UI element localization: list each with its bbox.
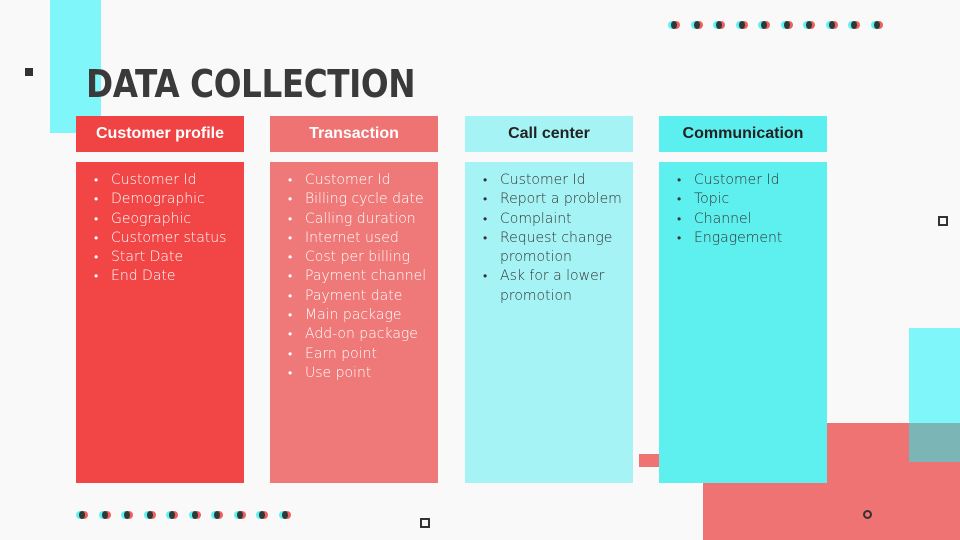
decorative-coral-chip bbox=[639, 454, 659, 467]
list-item: • Add-on package bbox=[305, 325, 430, 344]
decorative-overlap-block bbox=[909, 423, 960, 462]
column-body-customer-profile bbox=[76, 162, 244, 483]
list-item: • Main package bbox=[305, 306, 430, 325]
page-title: DATA COLLECTION bbox=[86, 62, 416, 106]
list-item: • Start Date bbox=[111, 248, 236, 267]
decorative-dot-row-bottom bbox=[76, 510, 301, 520]
list-item: • Use point bbox=[305, 364, 430, 383]
list-item: • Internet used bbox=[305, 229, 430, 248]
list-item: • Payment date bbox=[305, 287, 430, 306]
bullet-list bbox=[667, 171, 819, 248]
column-header-call-center: Call center bbox=[465, 116, 633, 152]
bullet-list bbox=[473, 171, 625, 306]
column-body-communication bbox=[659, 162, 827, 483]
list-item: • Customer status bbox=[111, 229, 236, 248]
list-item: • Ask for a lower promotion bbox=[500, 267, 625, 306]
list-item: • Payment channel bbox=[305, 267, 430, 286]
decorative-dot-row-top bbox=[668, 20, 893, 30]
square-outline-icon bbox=[938, 216, 948, 226]
list-item: • Topic bbox=[694, 190, 819, 209]
list-item: • Billing cycle date bbox=[305, 190, 430, 209]
list-item: • Customer Id bbox=[111, 171, 236, 190]
column-header-transaction: Transaction bbox=[270, 116, 438, 152]
list-item: • Channel bbox=[694, 210, 819, 229]
list-item: • Customer Id bbox=[694, 171, 819, 190]
list-item: • Cost per billing bbox=[305, 248, 430, 267]
square-outline-icon bbox=[420, 518, 430, 528]
list-item: • Complaint bbox=[500, 210, 625, 229]
column-body-transaction bbox=[270, 162, 438, 483]
list-item: • End Date bbox=[111, 267, 236, 286]
list-item: • Earn point bbox=[305, 345, 430, 364]
list-item: • Calling duration bbox=[305, 210, 430, 229]
square-bullet-icon bbox=[25, 68, 33, 76]
list-item: • Report a problem bbox=[500, 190, 625, 209]
bullet-list bbox=[278, 171, 430, 383]
circle-outline-icon bbox=[863, 510, 872, 519]
column-body-call-center bbox=[465, 162, 633, 483]
list-item: • Request change promotion bbox=[500, 229, 625, 268]
column-header-customer-profile: Customer profile bbox=[76, 116, 244, 152]
column-header-communication: Communication bbox=[659, 116, 827, 152]
list-item: • Demographic bbox=[111, 190, 236, 209]
bullet-list bbox=[84, 171, 236, 287]
list-item: • Engagement bbox=[694, 229, 819, 248]
list-item: • Customer Id bbox=[305, 171, 430, 190]
list-item: • Customer Id bbox=[500, 171, 625, 190]
list-item: • Geographic bbox=[111, 210, 236, 229]
